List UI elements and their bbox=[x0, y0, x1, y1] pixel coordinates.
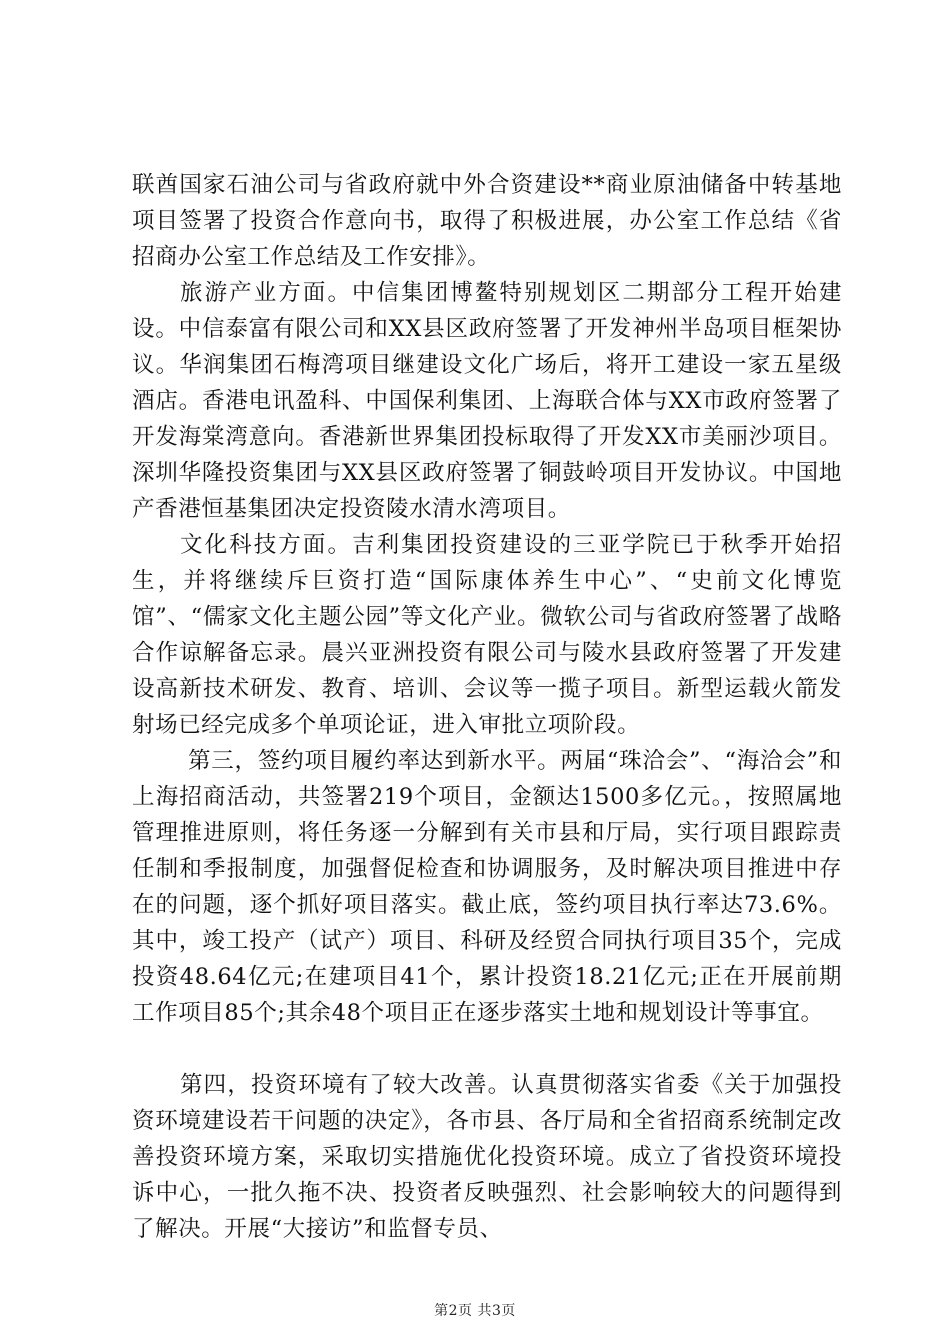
paragraph-culture-tech: 文化科技方面。吉利集团投资建设的三亚学院已于秋季开始招生，并将继续斥巨资打造“国际康体养生中心”、“史前文化博览馆”、“儒家文化主题公园”等文化产业。微软公司与省政府签署了战略合作谅解备忘录。晨兴亚洲投资有限公司与陵水县政府签署了开发建设高新技术研发、教育、培训、会议等一揽子项目。新型运载火箭发射场已经完成多个单项论证，进入审批立项阶段。 bbox=[132, 532, 842, 738]
document-body bbox=[132, 167, 842, 1247]
paragraph-third-point: 第三，签约项目履约率达到新水平。两届“珠洽会”、“海洽会”和上海招商活动，共签署219个项目，金额达1500多亿元。，按照属地管理推进原则，将任务逐一分解到有关市县和厅局，实行项目跟踪责任制和季报制度，加强督促检查和协调服务，及时解决项目推进中存在的问题，逐个抓好项目落实。截止底，签约项目执行率达73.6%。其中，竣工投产（试产）项目、科研及经贸合同执行项目35个，完成投资48.64亿元;在建项目41个，累计投资18.21亿元;正在开展前期工作项目85个;其余48个项目正在逐步落实土地和规划设计等事宜。 bbox=[132, 748, 842, 1026]
page-footer: 第2页 共3页 bbox=[434, 1303, 516, 1319]
paragraph-tourism: 旅游产业方面。中信集团博鳌特别规划区二期部分工程开始建设。中信泰富有限公司和XX县区政府签署了开发神州半岛项目框架协议。华润集团石梅湾项目继建设文化广场后，将开工建设一家五星级酒店。香港电讯盈科、中国保利集团、上海联合体与XX市政府签署了开发海棠湾意向。香港新世界集团投标取得了开发XX市美丽沙项目。深圳华隆投资集团与XX县区政府签署了铜鼓岭项目开发协议。中国地产香港恒基集团决定投资陵水清水湾项目。 bbox=[132, 280, 842, 522]
paragraph-continuation: 联酋国家石油公司与省政府就中外合资建设**商业原油储备中转基地项目签署了投资合作意向书，取得了积极进展，办公室工作总结《省招商办公室工作总结及工作安排》。 bbox=[132, 172, 842, 270]
paragraph-fourth-point: 第四，投资环境有了较大改善。认真贯彻落实省委《关于加强投资环境建设若干问题的决定》，各市县、各厅局和全省招商系统制定改善投资环境方案，采取切实措施优化投资环境。成立了省投资环境投诉中心，一批久拖不决、投资者反映强烈、社会影响较大的问题得到了解决。开展“大接访”和监督专员、 bbox=[132, 1072, 842, 1242]
paragraph-gap bbox=[132, 1031, 842, 1067]
